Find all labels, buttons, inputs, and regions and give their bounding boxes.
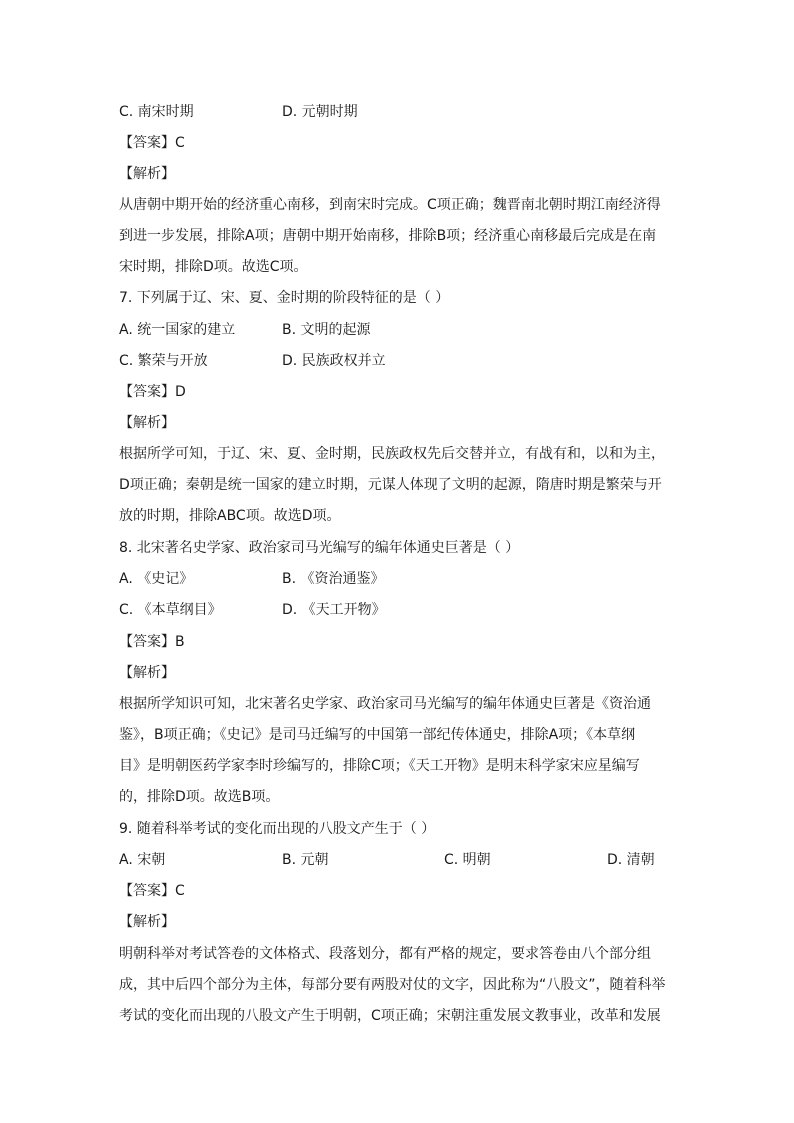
q8-analysis-line: 根据所学知识可知，北宋著名史学家、政治家司马光编写的编年体通史巨著是《资治通 — [119, 696, 651, 712]
q7-analysis-line: 根据所学可知，于辽、宋、夏、金时期，民族政权先后交替并立，有战有和，以和为主， — [119, 446, 665, 462]
q8-option-c: C. 《本草纲目》 — [119, 602, 222, 618]
q8-analysis-line: 目》是明朝医药学家李时珍编写的，排除C项；《天工开物》是明末科学家宋应星编写 — [119, 758, 640, 774]
q7-analysis-line: 放的时期，排除ABC项。故选D项。 — [119, 508, 341, 524]
q9-analysis-label: 【解析】 — [119, 914, 175, 930]
prev-option-c: C. 南宋时期 — [119, 104, 194, 120]
q9-option-d: D. 清朝 — [607, 852, 655, 868]
q9-option-c: C. 明朝 — [444, 852, 491, 868]
q7-stem: 7. 下列属于辽、宋、夏、金时期的阶段特征的是（ ） — [119, 290, 450, 306]
q7-option-a: A. 统一国家的建立 — [119, 322, 236, 338]
q7-option-c: C. 繁荣与开放 — [119, 353, 208, 369]
prev-analysis-line: 到进一步发展，排除A项；唐朝中期开始南移，排除B项；经济重心南移最后完成是在南 — [119, 228, 657, 244]
q9-analysis-line: 考试的变化而出现的八股文产生于明朝，C项正确；宋朝注重发展文教事业，改革和发展 — [119, 1008, 661, 1024]
q9-analysis-line: 明朝科举对考试答卷的文体格式、段落划分，都有严格的规定，要求答卷由八个部分组 — [119, 946, 651, 962]
q8-option-d: D. 《天工开物》 — [282, 602, 386, 618]
q9-answer: 【答案】C — [119, 883, 185, 899]
prev-analysis-line: 从唐朝中期开始的经济重心南移，到南宋时完成。C项正确；魏晋南北朝时期江南经济得 — [119, 197, 661, 213]
q9-stem: 9. 随着科举考试的变化而出现的八股文产生于（ ） — [119, 821, 436, 837]
q8-analysis-line: 鉴》，B项正确；《史记》是司马迁编写的中国第一部纪传体通史，排除A项；《本草纲 — [119, 727, 636, 743]
q8-stem: 8. 北宋著名史学家、政治家司马光编写的编年体通史巨著是（ ） — [119, 540, 520, 556]
prev-analysis-line: 宋时期，排除D项。故选C项。 — [119, 259, 308, 275]
prev-answer: 【答案】C — [119, 135, 185, 151]
q9-option-a: A. 宋朝 — [119, 852, 166, 868]
q8-option-b: B. 《资治通鉴》 — [282, 571, 385, 587]
q9-analysis-line: 成，其中后四个部分为主体，每部分要有两股对仗的文字，因此称为“八股文”，随着科举 — [119, 977, 666, 993]
q7-analysis-line: D项正确；秦朝是统一国家的建立时期，元谋人体现了文明的起源，隋唐时期是繁荣与开 — [119, 477, 662, 493]
q8-option-a: A. 《史记》 — [119, 571, 194, 587]
prev-analysis-label: 【解析】 — [119, 166, 175, 182]
q9-option-b: B. 元朝 — [282, 852, 329, 868]
q7-option-b: B. 文明的起源 — [282, 322, 371, 338]
prev-option-d: D. 元朝时期 — [282, 104, 358, 120]
q8-analysis-line: 的，排除D项。故选B项。 — [119, 789, 280, 805]
q8-answer: 【答案】B — [119, 634, 185, 650]
q7-answer: 【答案】D — [119, 384, 186, 400]
q8-analysis-label: 【解析】 — [119, 665, 175, 681]
q7-analysis-label: 【解析】 — [119, 415, 175, 431]
q7-option-d: D. 民族政权并立 — [282, 353, 386, 369]
